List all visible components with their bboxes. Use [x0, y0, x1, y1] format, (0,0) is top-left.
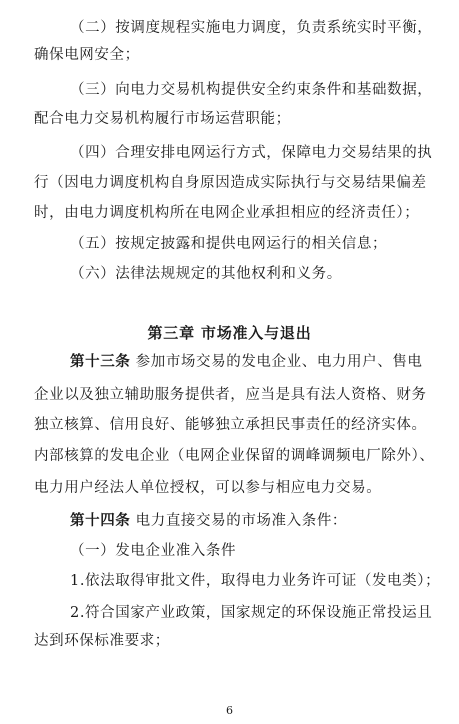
paragraph-line: 2.符合国家产业政策，国家规定的环保设施正常投运且: [70, 605, 433, 621]
paragraph-line: 达到环保标准要求；: [34, 633, 170, 649]
paragraph-line: 确保电网安全；: [34, 47, 140, 63]
article-text: 参加市场交易的发电企业、电力用户、售电: [130, 354, 423, 370]
paragraph-line: （三）向电力交易机构提供安全约束条件和基础数据，: [70, 82, 433, 98]
chapter-heading: 第三章 市场准入与退出: [147, 324, 312, 342]
paragraph-line: （一）发电企业准入条件: [70, 543, 237, 559]
paragraph-line: （六）法律法规规定的其他权利和义务。: [70, 266, 342, 282]
paragraph-line: 独立核算、信用良好、能够独立承担民事责任的经济实体。: [34, 417, 427, 433]
page-number: 6: [226, 704, 233, 717]
paragraph-line: 1.依法取得审批文件，取得电力业务许可证（发电类）；: [70, 573, 441, 589]
article-14-first-line: [70, 511, 347, 531]
paragraph-line: （四）合理安排电网运行方式，保障电力交易结果的执: [70, 145, 433, 161]
article-label: 第十四条: [70, 513, 131, 529]
paragraph-line: （二）按调度规程实施电力调度，负责系统实时平衡，: [70, 20, 433, 36]
article-text: 电力直接交易的市场准入条件：: [130, 513, 348, 529]
paragraph-line: 配合电力交易机构履行市场运营职能；: [34, 111, 291, 127]
paragraph-line: 企业以及独立辅助服务提供者，应当是具有法人资格、财务: [34, 387, 427, 403]
paragraph-line: （五）按规定披露和提供电网运行的相关信息；: [70, 236, 388, 252]
paragraph-line: 行（因电力调度机构自身原因造成实际执行与交易结果偏差: [34, 175, 427, 191]
article-13-first-line: [70, 352, 423, 372]
paragraph-line: 内部核算的发电企业（电网企业保留的调峰调频电厂除外）、: [34, 448, 435, 464]
paragraph-line: 电力用户经法人单位授权，可以参与相应电力交易。: [34, 480, 382, 496]
article-label: 第十三条: [70, 354, 131, 370]
paragraph-line: 时，由电力调度机构所在电网企业承担相应的经济责任）；: [34, 205, 420, 221]
